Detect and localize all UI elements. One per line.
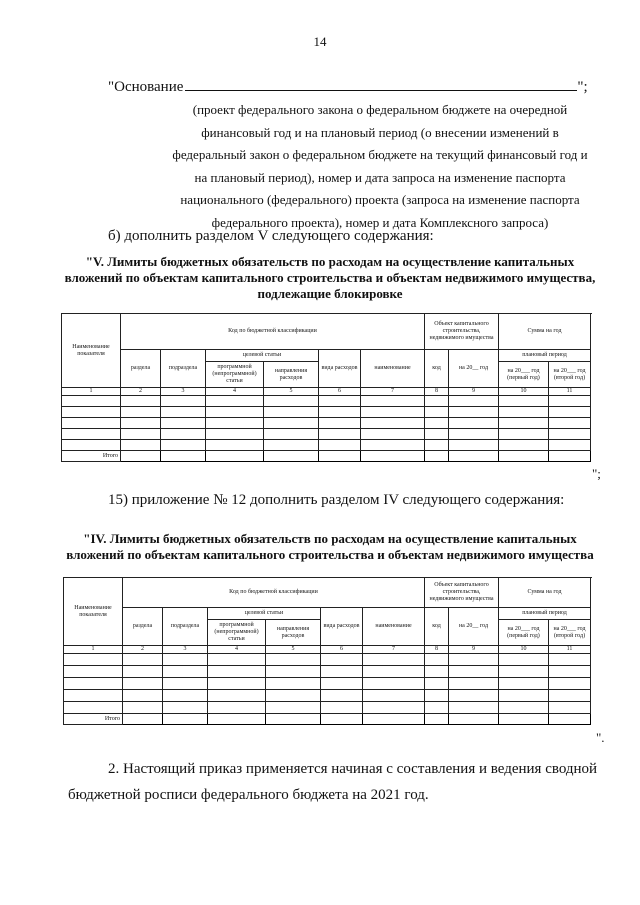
header-current-year: на 20__ год: [449, 350, 499, 388]
osnovanie-blank: [185, 76, 577, 91]
header-expense-direction: направления расходов: [264, 362, 319, 388]
col-number: 2: [121, 388, 161, 396]
header-program-article: программной (непрограммной) статьи: [206, 362, 264, 388]
col-number: 4: [208, 646, 266, 654]
col-number: 3: [163, 646, 208, 654]
hint-line: на плановый период), номер и дата запроса на изменение паспорта: [194, 169, 566, 185]
header-first-year: на 20___ год (первый год): [499, 362, 549, 388]
header-current-year: на 20__ год: [449, 608, 499, 646]
table-row: [64, 702, 591, 714]
header-second-year: на 20___ год (второй год): [549, 362, 591, 388]
col-number: 4: [206, 388, 264, 396]
section-iv-title-line: "IV. Лимиты бюджетных обязательств по расходам на осуществление капитальных: [83, 531, 577, 546]
osnovanie-tail: ";: [577, 79, 588, 95]
limits-table-iv: [63, 577, 591, 725]
section-v-title: [60, 254, 600, 302]
header-indicator: Наименование показателя: [64, 578, 123, 646]
col-number: 1: [62, 388, 121, 396]
osnovanie-label: "Основание: [108, 79, 184, 95]
section-v-title-line: вложений по объектам капитального строительства и объектам недвижимого имущества,: [64, 270, 596, 285]
hint-line: федерального проекта), номер и дата Комплексного запроса): [211, 214, 549, 230]
col-number: 10: [499, 388, 549, 396]
col-number: 8: [425, 388, 449, 396]
total-row: [64, 714, 591, 725]
header-target-article: целевой статьи: [206, 350, 319, 362]
hint-line: (проект федерального закона о федеральном бюджете на очередной: [192, 102, 568, 117]
header-second-year: на 20___ год (второй год): [549, 620, 591, 646]
final-paragraph-line: 2. Настоящий приказ применяется начиная с составления и ведения сводной: [108, 761, 598, 777]
col-number: 6: [319, 388, 361, 396]
table-row: [62, 440, 591, 451]
header-first-year: на 20___ год (первый год): [499, 620, 549, 646]
osnovanie-line: [108, 76, 608, 96]
header-subsection: подраздела: [163, 608, 208, 646]
header-subsection: подраздела: [161, 350, 206, 388]
final-paragraph-line: бюджетной росписи федерального бюджета на 2021 год.: [68, 787, 429, 803]
header-indicator: Наименование показателя: [62, 314, 121, 388]
header-expense-type: вида расходов: [319, 350, 361, 388]
col-number: 9: [449, 388, 499, 396]
header-expense-direction: направления расходов: [266, 620, 321, 646]
limits-table-v: [61, 313, 591, 462]
header-code: код: [425, 608, 449, 646]
hint-line: национального (федерального) проекта (запроса на изменение паспорта: [180, 192, 580, 207]
table-row: [62, 407, 591, 418]
header-sum: Сумма на год: [499, 578, 591, 608]
total-label: Итого: [62, 451, 121, 462]
table-row: [62, 396, 591, 407]
header-target-article: целевой статьи: [208, 608, 321, 620]
table-row: [62, 418, 591, 429]
end-mark: ".: [596, 730, 605, 745]
header-object: Объект капитального строительства, недвижимого имущества: [425, 314, 499, 350]
header-section: раздела: [123, 608, 163, 646]
col-number: 2: [123, 646, 163, 654]
section-v-title-line: "V. Лимиты бюджетных обязательств по расходам на осуществление капитальных: [85, 254, 575, 269]
header-expense-type: вида расходов: [321, 608, 363, 646]
section-v-title-line: подлежащие блокировке: [257, 286, 403, 301]
page-number: 14: [313, 34, 327, 49]
section-iv-title: [60, 531, 600, 563]
table-row: [64, 666, 591, 678]
item-15: 15) приложение № 12 дополнить разделом IV следующего содержания:: [108, 492, 565, 508]
col-number: 8: [425, 646, 449, 654]
table-row: [62, 429, 591, 440]
table-row: [64, 678, 591, 690]
section-iv-title-line: вложений по объектам капитального строительства и объектам недвижимого имущества: [66, 547, 594, 562]
col-number: 5: [266, 646, 321, 654]
col-number: 10: [499, 646, 549, 654]
total-row: [62, 451, 591, 462]
table-row: [64, 690, 591, 702]
col-number: 9: [449, 646, 499, 654]
col-number: 7: [361, 388, 425, 396]
col-number: 6: [321, 646, 363, 654]
header-program-article: программной (непрограммной) статьи: [208, 620, 266, 646]
end-mark: ";: [592, 466, 601, 481]
header-sum: Сумма на год: [499, 314, 591, 350]
header-budget-code: Код по бюджетной классификации: [123, 578, 425, 608]
col-number: 1: [64, 646, 123, 654]
header-object: Объект капитального строительства, недвижимого имущества: [425, 578, 499, 608]
header-code: код: [425, 350, 449, 388]
header-section: раздела: [121, 350, 161, 388]
final-paragraph: [68, 756, 608, 808]
col-number: 11: [549, 646, 591, 654]
total-label: Итого: [64, 714, 123, 725]
item-b: б) дополнить разделом V следующего содержания:: [108, 228, 434, 244]
col-number: 11: [549, 388, 591, 396]
header-plan-period: плановый период: [499, 350, 591, 362]
header-name: наименование: [361, 350, 425, 388]
table-row: [64, 654, 591, 666]
header-name: наименование: [363, 608, 425, 646]
col-number: 5: [264, 388, 319, 396]
header-plan-period: плановый период: [499, 608, 591, 620]
header-budget-code: Код по бюджетной классификации: [121, 314, 425, 350]
hint-line: финансовый год и на плановый период (о внесении изменений в: [201, 124, 559, 140]
hint-line: федеральный закон о федеральном бюджете на текущий финансовый год и: [172, 147, 588, 162]
col-number: 7: [363, 646, 425, 654]
col-number: 3: [161, 388, 206, 396]
osnovanie-hint: [160, 99, 600, 234]
